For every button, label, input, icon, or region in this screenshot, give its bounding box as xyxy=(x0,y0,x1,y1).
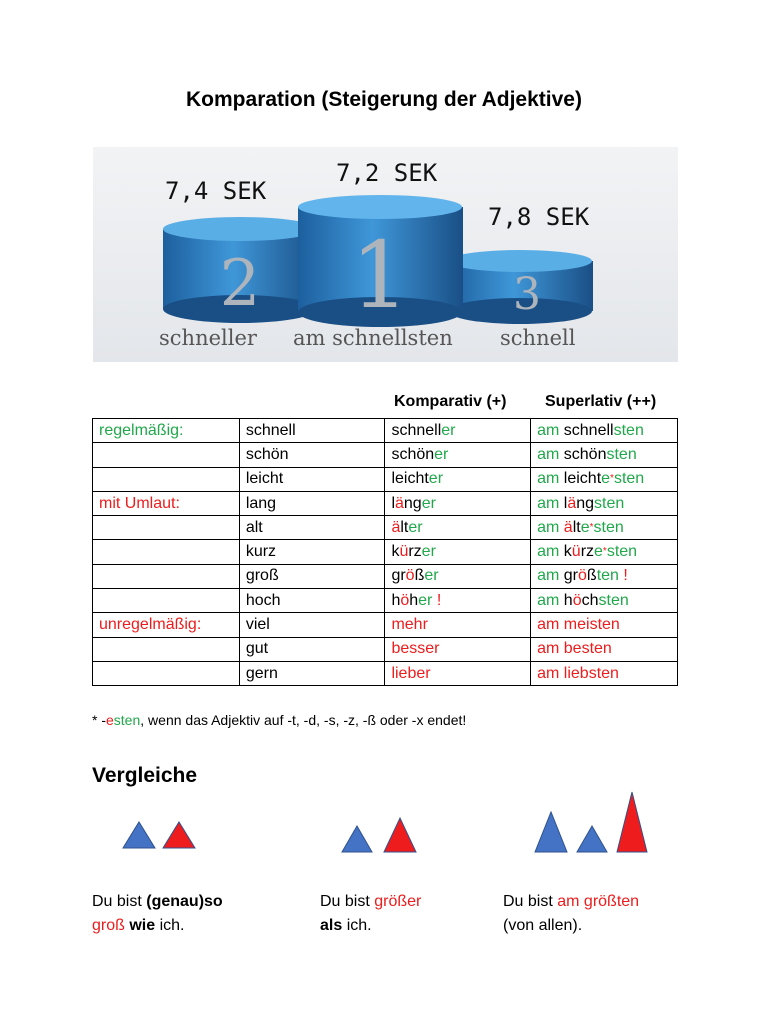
podium-time-1: 7,2 SEK xyxy=(336,159,438,187)
cell-superlativ xyxy=(531,637,678,661)
word-part: gr xyxy=(391,567,406,585)
word-part: er xyxy=(424,567,439,585)
header-komparativ: Komparativ (+) xyxy=(394,393,507,410)
triangle-red-tall xyxy=(617,792,647,852)
word-part: schön xyxy=(391,445,435,463)
table-row xyxy=(93,613,678,637)
triangles-bigger xyxy=(338,788,418,858)
word-part: rz xyxy=(408,543,422,561)
cell-komparativ xyxy=(385,419,531,443)
word-part: besser xyxy=(391,640,440,658)
word-part: am xyxy=(537,591,564,609)
cell-superlativ xyxy=(531,613,678,637)
section-title-vergleiche: Vergleiche xyxy=(92,764,198,787)
word-part: lt xyxy=(572,518,581,536)
word-part: am xyxy=(537,567,564,585)
header-superlativ: Superlativ (++) xyxy=(545,393,657,410)
word-part: er xyxy=(441,421,456,439)
footnote-e: e xyxy=(106,712,114,728)
cell-base: schön xyxy=(239,443,385,467)
caption-text: Du bist xyxy=(503,893,558,910)
podium-label-3: schnell xyxy=(500,326,576,350)
cell-superlativ xyxy=(531,516,678,540)
word-part: mehr xyxy=(391,616,428,634)
podium-time-3: 7,8 SEK xyxy=(488,203,590,231)
word-part: am xyxy=(537,494,564,512)
comparison-table xyxy=(92,418,678,686)
cell-base: leicht xyxy=(239,467,385,491)
table-row xyxy=(93,564,678,588)
cell-base: schnell xyxy=(239,419,385,443)
cell-base: gern xyxy=(239,661,385,685)
comparison-table-body xyxy=(93,419,678,686)
caption-text: Du bist xyxy=(320,893,375,910)
table-row xyxy=(93,516,678,540)
word-part: am xyxy=(537,445,564,463)
triangle-blue xyxy=(123,822,155,848)
word-part: rz xyxy=(580,543,595,561)
table-row xyxy=(93,637,678,661)
cell-group xyxy=(93,540,240,564)
page-title: Komparation (Steigerung der Adjektive) xyxy=(186,88,582,111)
word-part: sten xyxy=(593,518,624,536)
triangles-equal xyxy=(118,788,198,858)
word-part: * xyxy=(589,521,594,533)
cell-group xyxy=(93,467,240,491)
cell-komparativ xyxy=(385,637,531,661)
word-part: ! xyxy=(432,591,442,609)
word-part: am besten xyxy=(537,640,612,658)
word-part: ö xyxy=(400,591,410,609)
word-part: er xyxy=(421,543,436,561)
caption-equal xyxy=(92,890,223,938)
word-part: ng xyxy=(576,494,595,512)
cell-komparativ xyxy=(385,564,531,588)
word-part: h xyxy=(391,591,401,609)
caption-groesser: größer xyxy=(374,893,422,910)
caption-als: als xyxy=(320,917,343,934)
word-part: ch xyxy=(581,591,599,609)
table-row xyxy=(93,540,678,564)
word-part: leicht xyxy=(391,470,429,488)
podium-place-1: 1 xyxy=(350,222,410,329)
table-row xyxy=(93,419,678,443)
caption-text: ich. xyxy=(155,917,185,934)
cell-komparativ xyxy=(385,540,531,564)
table-row xyxy=(93,589,678,613)
triangle-blue-small xyxy=(577,826,607,852)
cell-komparativ xyxy=(385,443,531,467)
cell-base: kurz xyxy=(239,540,385,564)
word-part: am xyxy=(537,518,564,536)
word-part: am xyxy=(537,421,564,439)
cell-superlativ xyxy=(531,491,678,515)
word-part: ng xyxy=(403,494,422,512)
word-part: ß xyxy=(586,567,597,585)
word-part: e xyxy=(580,518,590,536)
word-part: ü xyxy=(399,543,409,561)
word-part: leicht xyxy=(563,470,602,488)
word-part: h xyxy=(409,591,419,609)
triangle-blue-large xyxy=(535,812,567,852)
footnote-star: * - xyxy=(92,712,106,728)
word-part: ö xyxy=(578,567,587,585)
caption-wie: wie xyxy=(124,917,156,934)
cell-group xyxy=(93,589,240,613)
cell-base: groß xyxy=(239,564,385,588)
cell-group xyxy=(93,443,240,467)
table-row xyxy=(93,491,678,515)
cell-superlativ xyxy=(531,540,678,564)
word-part: ä xyxy=(391,518,401,536)
caption-biggest xyxy=(503,890,639,938)
cell-group: unregelmäßig: xyxy=(93,613,240,637)
word-part: schnell xyxy=(563,421,614,439)
word-part: h xyxy=(563,591,573,609)
word-part: am liebsten xyxy=(537,664,619,682)
word-part: schnell xyxy=(391,421,442,439)
word-part: l xyxy=(563,494,568,512)
cell-base: alt xyxy=(239,516,385,540)
table-row xyxy=(93,661,678,685)
word-part: er xyxy=(428,470,444,488)
word-part: ä xyxy=(563,518,573,536)
word-part: sten xyxy=(613,421,644,439)
word-part: ü xyxy=(571,543,581,561)
cell-superlativ xyxy=(531,443,678,467)
word-part: ö xyxy=(572,591,582,609)
word-part: sten xyxy=(606,543,638,561)
footnote xyxy=(92,712,466,728)
word-part: ä xyxy=(395,494,404,512)
footnote-text: , wenn das Adjektiv auf -t, -d, -s, -z, -ß oder -x endet! xyxy=(140,712,467,728)
cell-group xyxy=(93,661,240,685)
word-part: er xyxy=(408,518,423,536)
word-part: sten xyxy=(598,591,629,609)
word-part: ! xyxy=(618,567,628,585)
caption-am-groessten: am größten xyxy=(557,893,640,910)
cell-superlativ xyxy=(531,564,678,588)
triangle-red xyxy=(163,822,195,848)
word-part: er xyxy=(418,591,433,609)
caption-genau-so: (genau)so xyxy=(146,893,223,910)
cell-base: lang xyxy=(239,491,385,515)
word-part: am xyxy=(537,470,564,488)
word-part: am meisten xyxy=(537,616,620,634)
caption-bigger xyxy=(320,890,421,938)
caption-text: Du bist xyxy=(92,893,147,910)
cell-superlativ xyxy=(531,467,678,491)
table-row xyxy=(93,467,678,491)
cell-superlativ xyxy=(531,419,678,443)
word-part: * xyxy=(610,473,614,485)
cell-group: mit Umlaut: xyxy=(93,491,240,515)
word-part: * xyxy=(602,546,607,558)
caption-von-allen: (von allen). xyxy=(503,917,583,934)
word-part: k xyxy=(391,543,400,561)
word-part: ten xyxy=(596,567,619,585)
cell-superlativ xyxy=(531,589,678,613)
cell-komparativ xyxy=(385,589,531,613)
word-part: l xyxy=(391,494,395,512)
word-part: e xyxy=(601,470,611,488)
cell-base: hoch xyxy=(239,589,385,613)
podium-time-2: 7,4 SEK xyxy=(165,177,267,205)
podium-illustration xyxy=(93,147,678,362)
word-part: k xyxy=(563,543,572,561)
cell-base: gut xyxy=(239,637,385,661)
podium-label-2: schneller xyxy=(159,326,257,350)
cell-superlativ xyxy=(531,661,678,685)
cell-komparativ xyxy=(385,661,531,685)
cell-komparativ xyxy=(385,491,531,515)
cell-komparativ xyxy=(385,613,531,637)
cell-group xyxy=(93,516,240,540)
word-part: am xyxy=(537,543,564,561)
caption-text: ich. xyxy=(342,917,372,934)
triangles-biggest xyxy=(530,788,660,858)
word-part: er xyxy=(421,494,436,512)
word-part: ß xyxy=(414,567,425,585)
word-part: lt xyxy=(400,518,409,536)
word-part: lieber xyxy=(391,664,431,682)
caption-gross: groß xyxy=(92,917,125,934)
word-part: schön xyxy=(563,445,607,463)
footnote-sten: sten xyxy=(113,712,141,728)
word-part: sten xyxy=(594,494,625,512)
word-part: e xyxy=(594,543,603,561)
podium-place-3: 3 xyxy=(513,269,541,320)
word-part: sten xyxy=(606,445,637,463)
cell-komparativ xyxy=(385,516,531,540)
word-part: ö xyxy=(405,567,415,585)
podium-image xyxy=(93,147,678,362)
cell-group: regelmäßig: xyxy=(93,419,240,443)
table-row xyxy=(93,443,678,467)
cell-group xyxy=(93,637,240,661)
triangle-red xyxy=(384,818,416,852)
podium-label-1: am schnellsten xyxy=(293,326,453,350)
cell-group xyxy=(93,564,240,588)
word-part: gr xyxy=(563,567,579,585)
podium-place-2: 2 xyxy=(219,247,261,321)
triangle-blue xyxy=(342,826,372,852)
cell-komparativ xyxy=(385,467,531,491)
word-part: ä xyxy=(567,494,577,512)
cell-base: viel xyxy=(239,613,385,637)
word-part: sten xyxy=(613,470,645,488)
word-part: er xyxy=(434,445,449,463)
